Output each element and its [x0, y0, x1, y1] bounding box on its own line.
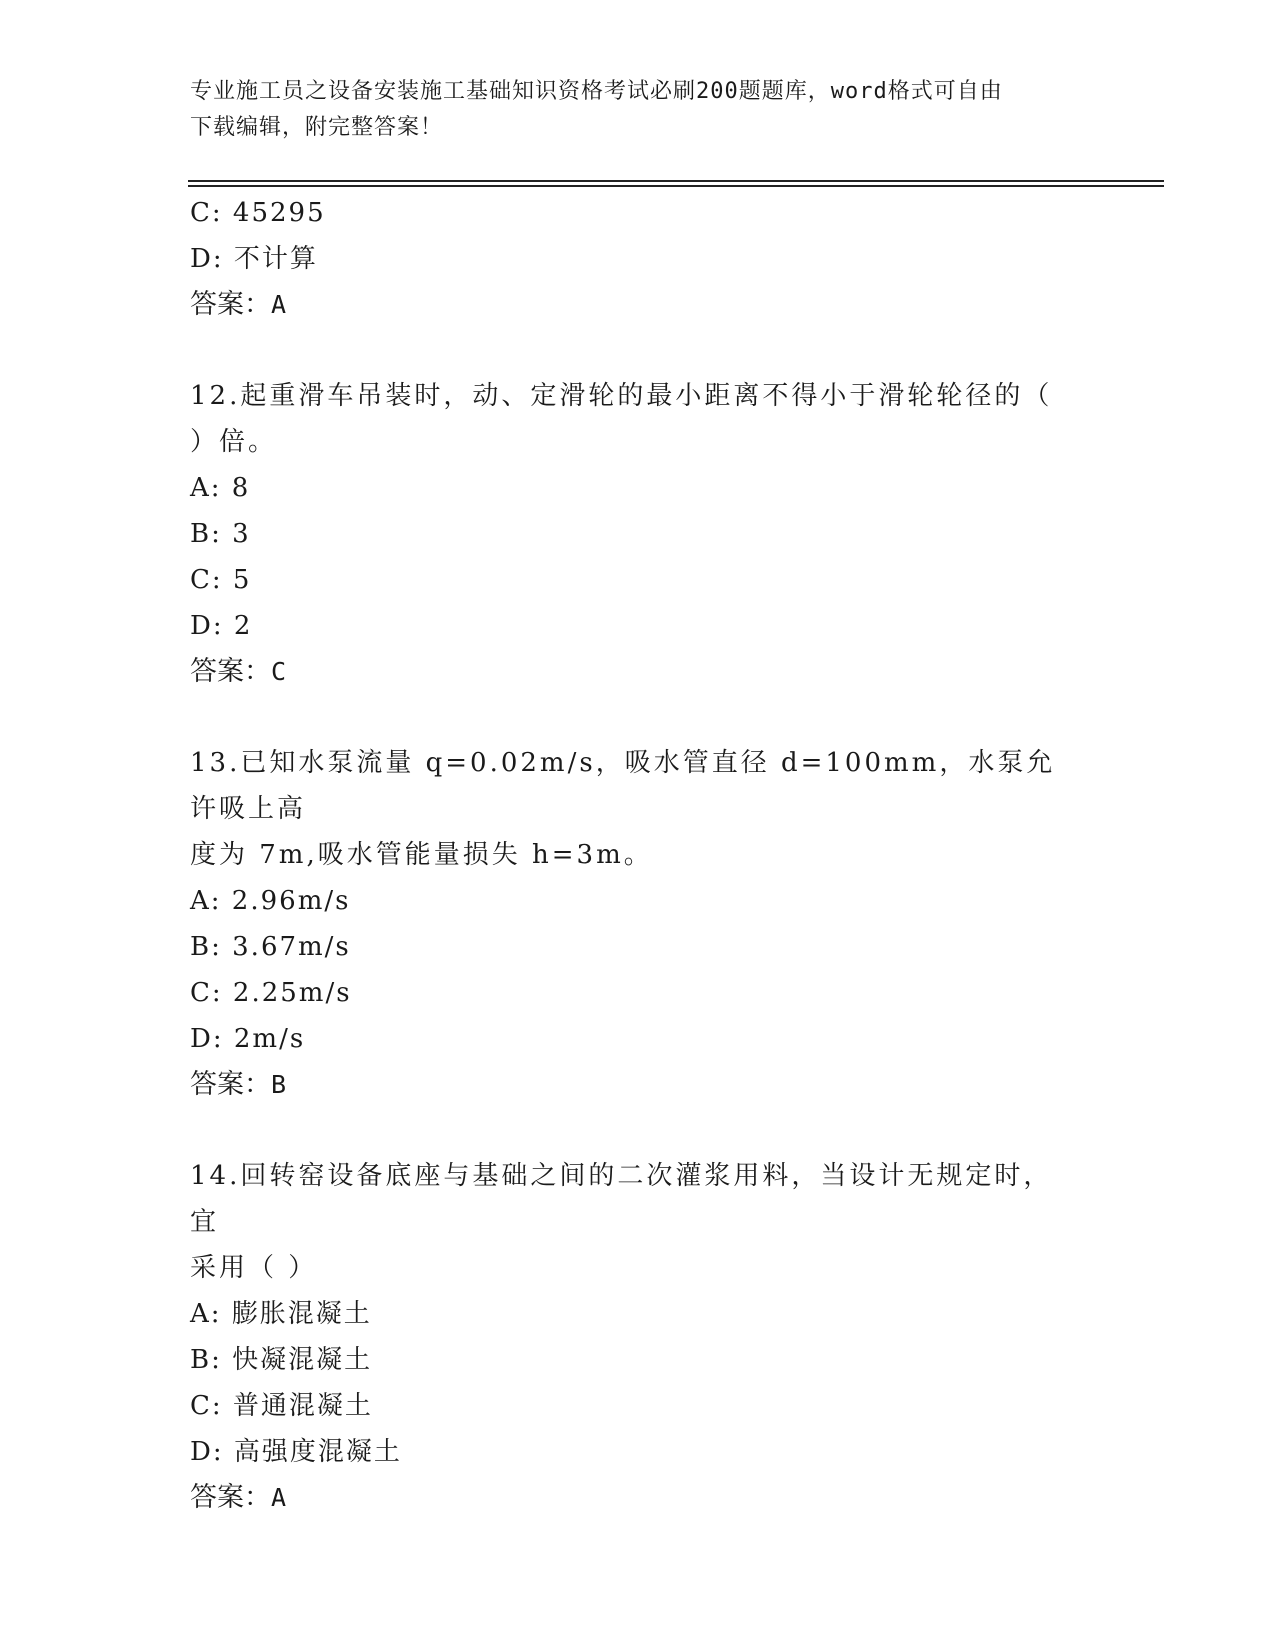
- answer-line: [190, 649, 1090, 695]
- question-text-line-1: 13.已知水泵流量 q=0.02m/s，吸水管直径 d=100mm，水泵允许吸上高: [190, 748, 1056, 824]
- option-b: B: 快凝混凝土: [190, 1345, 373, 1375]
- answer-value: C: [271, 657, 287, 686]
- header-line-1: 专业施工员之设备安装施工基础知识资格考试必刷200题题库，word格式可自由: [190, 79, 1003, 104]
- answer-value: A: [271, 290, 287, 319]
- answer-label: 答案：: [190, 1069, 271, 1100]
- question-text-line-2: ）倍。: [190, 427, 278, 457]
- question-14: [190, 1153, 1090, 1521]
- answer-label: 答案：: [190, 289, 271, 320]
- answer-line: [190, 282, 1090, 328]
- answer-value: B: [271, 1070, 287, 1099]
- header-line-2: 下载编辑，附完整答案！: [190, 115, 444, 140]
- question-text-line-2: 采用（ ）: [190, 1253, 318, 1283]
- option-b: B: 3.67m/s: [190, 932, 351, 962]
- question-11-tail: [190, 190, 1090, 328]
- answer-line: [190, 1475, 1090, 1521]
- header-divider-top: [188, 180, 1164, 182]
- question-text-line-1: 14.回转窑设备底座与基础之间的二次灌浆用料，当设计无规定时，宜: [190, 1161, 1053, 1237]
- option-b: B: 3: [190, 519, 251, 549]
- option-c: C: 普通混凝土: [190, 1391, 373, 1421]
- question-text-line-1: 12.起重滑车吊装时，动、定滑轮的最小距离不得小于滑轮轮径的（: [190, 381, 1053, 411]
- answer-label: 答案：: [190, 1482, 271, 1513]
- answer-line: [190, 1062, 1090, 1108]
- header-divider-bottom: [188, 185, 1164, 187]
- document-header: [190, 74, 1090, 146]
- option-a: A: 膨胀混凝土: [190, 1299, 372, 1329]
- question-text-line-2: 度为 7m,吸水管能量损失 h=3m。: [190, 840, 653, 870]
- question-12: [190, 373, 1090, 695]
- option-d: D: 不计算: [190, 244, 318, 274]
- option-c: C: 2.25m/s: [190, 978, 352, 1008]
- option-d: D: 2m/s: [190, 1024, 306, 1054]
- question-13: [190, 740, 1090, 1108]
- option-a: A: 8: [190, 473, 251, 503]
- question-list: [190, 190, 1090, 1521]
- option-c: C: 45295: [190, 198, 326, 228]
- option-d: D: 2: [190, 611, 253, 641]
- option-c: C: 5: [190, 565, 252, 595]
- answer-label: 答案：: [190, 656, 271, 687]
- option-a: A: 2.96m/s: [190, 886, 351, 916]
- option-d: D: 高强度混凝土: [190, 1437, 402, 1467]
- answer-value: A: [271, 1483, 287, 1512]
